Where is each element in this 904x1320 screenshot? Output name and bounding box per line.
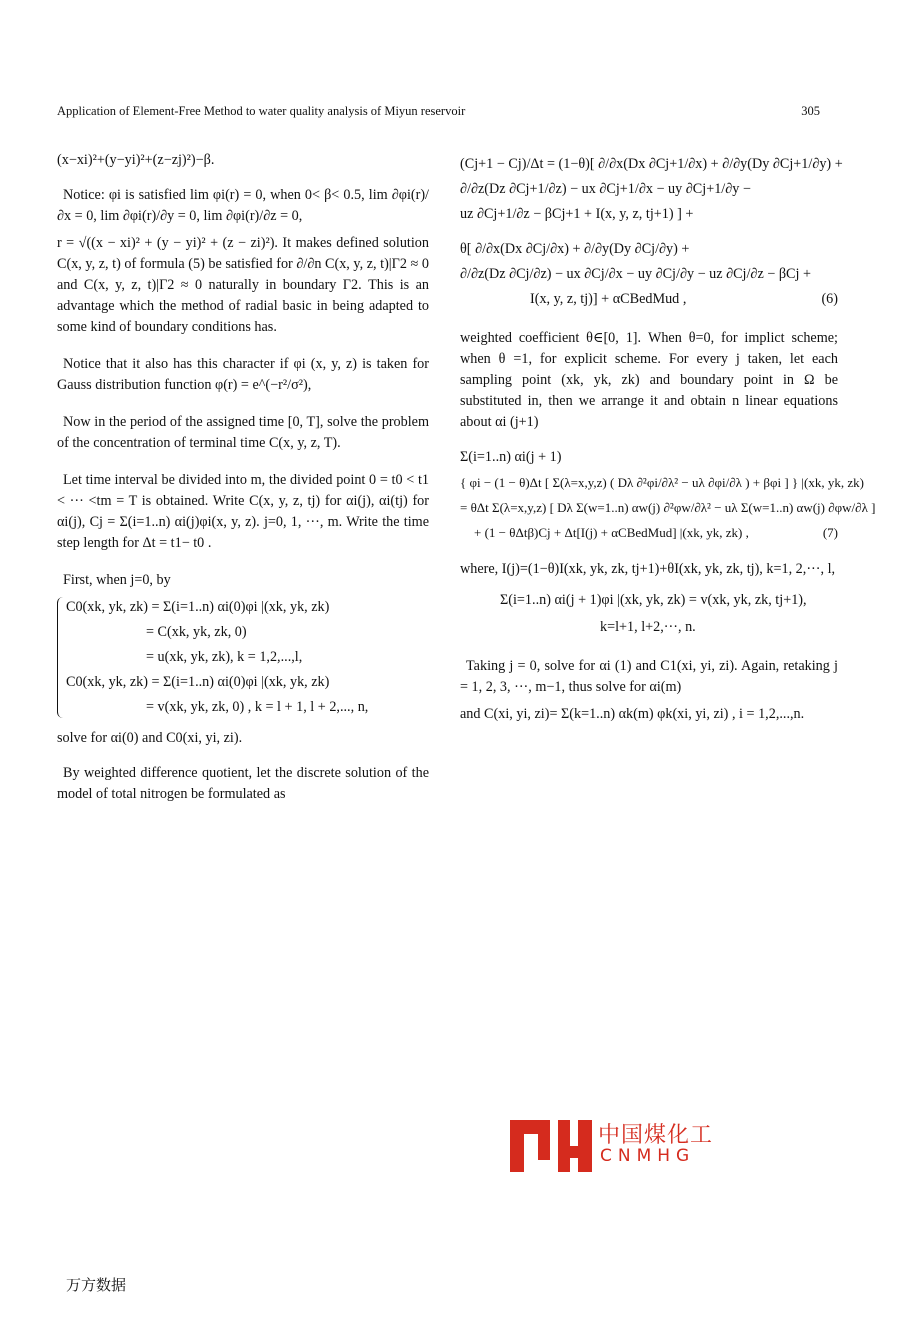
init-eq-line: C0(xk, yk, zk) = Σ(i=1..n) αi(0)φi |(xk, yk, zk) bbox=[66, 599, 330, 615]
paragraph-solve-alpha0: solve for αi(0) and C0(xi, yi, zi). bbox=[57, 730, 243, 746]
right-column bbox=[460, 150, 876, 731]
running-title: Application of Element-Free Method to water quality analysis of Miyun reservoir bbox=[57, 104, 466, 118]
paragraph-notice-limits: Notice: φi is satisfied lim φi(r) = 0, when 0< β< 0.5, lim ∂φi(r)/∂x = 0, lim ∂φi(r)/∂y = 0, lim ∂φi(r)/∂z = 0, bbox=[57, 187, 429, 224]
paragraph-formula-tail: (x−xi)²+(y−yi)²+(z−zj)²)−β. bbox=[57, 152, 215, 168]
eq7-last-text: + (1 − θΔtβ)Cj + Δt[I(j) + αCBedMud] |(xk, yk, zk) , bbox=[474, 525, 749, 540]
paragraph-weighted-difference: By weighted difference quotient, let the discrete solution of the model of total nitrogen be formulated as bbox=[57, 765, 429, 802]
page-number: 305 bbox=[801, 104, 820, 118]
boundary-k-range: k=l+1, l+2,···, n. bbox=[600, 619, 696, 635]
eq7-line: { φi − (1 − θ)Δt [ Σ(λ=x,y,z) ( Dλ ∂²φi/∂λ² − uλ ∂φi/∂λ ) + βφi ] } |(xk, yk, zk) bbox=[460, 475, 864, 490]
initial-condition-equations bbox=[57, 597, 429, 718]
init-eq-line: C0(xk, yk, zk) = Σ(i=1..n) αi(0)φi |(xk, yk, zk) bbox=[66, 674, 330, 690]
paragraph-where: where, I(j)=(1−θ)I(xk, yk, zk, tj+1)+θI(xk, yk, zk, tj), k=1, 2,···, l, bbox=[460, 561, 836, 577]
init-eq-line: = v(xk, yk, zk, 0) , k = l + 1, l + 2,..., n, bbox=[146, 699, 369, 715]
init-eq-line: = C(xk, yk, zk, 0) bbox=[146, 624, 247, 640]
eq7-line: Σ(i=1..n) αi(j + 1) bbox=[460, 449, 562, 465]
eq7-line: = θΔt Σ(λ=x,y,z) [ Dλ Σ(w=1..n) αw(j) ∂²φw/∂λ² − uλ Σ(w=1..n) αw(j) ∂φw/∂λ ] bbox=[460, 500, 876, 515]
eq6-line: (Cj+1 − Cj)/Δt = (1−θ)[ ∂/∂x(Dx ∂Cj+1/∂x) + ∂/∂y(Dy ∂Cj+1/∂y) + bbox=[460, 156, 843, 172]
eq7-line-last bbox=[460, 522, 838, 543]
paragraph-radial-basic: r = √((x − xi)² + (y − yi)² + (z − zi)²). It makes defined solution C(x, y, z, t) of formula (5) be satisfied for ∂/∂n C(x, y, z, t)|Γ2 ≈ 0 and C(x, y, z, t)|Γ2 ≈ 0 naturally in boundary Γ2. This is an advantage which the method of radial basic in being adapted to some kind of boundary conditions has. bbox=[57, 235, 429, 335]
paragraph-gauss: Notice that it also has this character if φi (x, y, z) is taken for Gauss distribution function φ(r) = e^(−r²/σ²), bbox=[57, 356, 429, 393]
eq6-line: ∂/∂z(Dz ∂Cj/∂z) − ux ∂Cj/∂x − uy ∂Cj/∂y − uz ∂Cj/∂z − βCj + bbox=[460, 266, 812, 282]
eq6-line: uz ∂Cj+1/∂z − βCj+1 + I(x, y, z, tj+1) ] + bbox=[460, 206, 694, 222]
paragraph-period: Now in the period of the assigned time [0, T], solve the problem of the concentration of terminal time C(x, y, z, T). bbox=[57, 414, 429, 451]
eq6-last-text: I(x, y, z, tj)] + αCBedMud , bbox=[530, 291, 687, 307]
paragraph-first-when: First, when j=0, by bbox=[63, 572, 171, 588]
paragraph-taking-j: Taking j = 0, solve for αi (1) and C1(xi, yi, zi). Again, retaking j = 1, 2, 3, ···, m−1, thus solve for αi(m) bbox=[460, 658, 838, 695]
equation-number-7: (7) bbox=[822, 525, 838, 540]
init-eq-line: = u(xk, yk, zk), k = 1,2,...,l, bbox=[146, 649, 303, 665]
paragraph-final-solution: and C(xi, yi, zi)= Σ(k=1..n) αk(m) φk(xi, yi, zi) , i = 1,2,...,n. bbox=[460, 706, 805, 722]
watermark-bars-icon bbox=[508, 1116, 594, 1176]
boundary-equation: Σ(i=1..n) αi(j + 1)φi |(xk, yk, zk) = v(xk, yk, zk, tj+1), bbox=[500, 592, 807, 608]
paragraph-time-interval: Let time interval be divided into m, the divided point 0 = t0 < t1 < ··· <tm = T is obtained. Write C(x, y, z, tj) for αi(j), αi(tj) for αi(j), Cj = Σ(i=1..n) αi(j)φi(x, y, z). j=0, 1, ···, m. Write the time step length for Δt = t1− t0 . bbox=[57, 472, 429, 551]
watermark-logo bbox=[508, 1116, 738, 1176]
paragraph-weighted-coefficient: weighted coefficient θ∈[0, 1]. When θ=0, for implict scheme; when θ =1, for explicit scheme. For every j taken, let each sampling point (xk, yk, zk) and boundary point in Ω be substituted in, then we arrange it and obtain n linear equations about αi (j+1) bbox=[460, 330, 838, 430]
equation-number-6: (6) bbox=[821, 291, 838, 307]
watermark-en-text: CNMHG bbox=[600, 1146, 696, 1166]
footer-source: 万方数据 bbox=[66, 1276, 127, 1294]
eq6-line-last bbox=[460, 289, 838, 310]
left-column bbox=[57, 150, 429, 811]
eq6-line: θ[ ∂/∂x(Dx ∂Cj/∂x) + ∂/∂y(Dy ∂Cj/∂y) + bbox=[460, 241, 690, 257]
equation-6 bbox=[460, 154, 843, 310]
watermark-cn-text: 中国煤化工 bbox=[598, 1123, 714, 1148]
eq6-line: ∂/∂z(Dz ∂Cj+1/∂z) − ux ∂Cj+1/∂x − uy ∂Cj+1/∂y − bbox=[460, 181, 751, 197]
equation-7 bbox=[460, 447, 876, 543]
